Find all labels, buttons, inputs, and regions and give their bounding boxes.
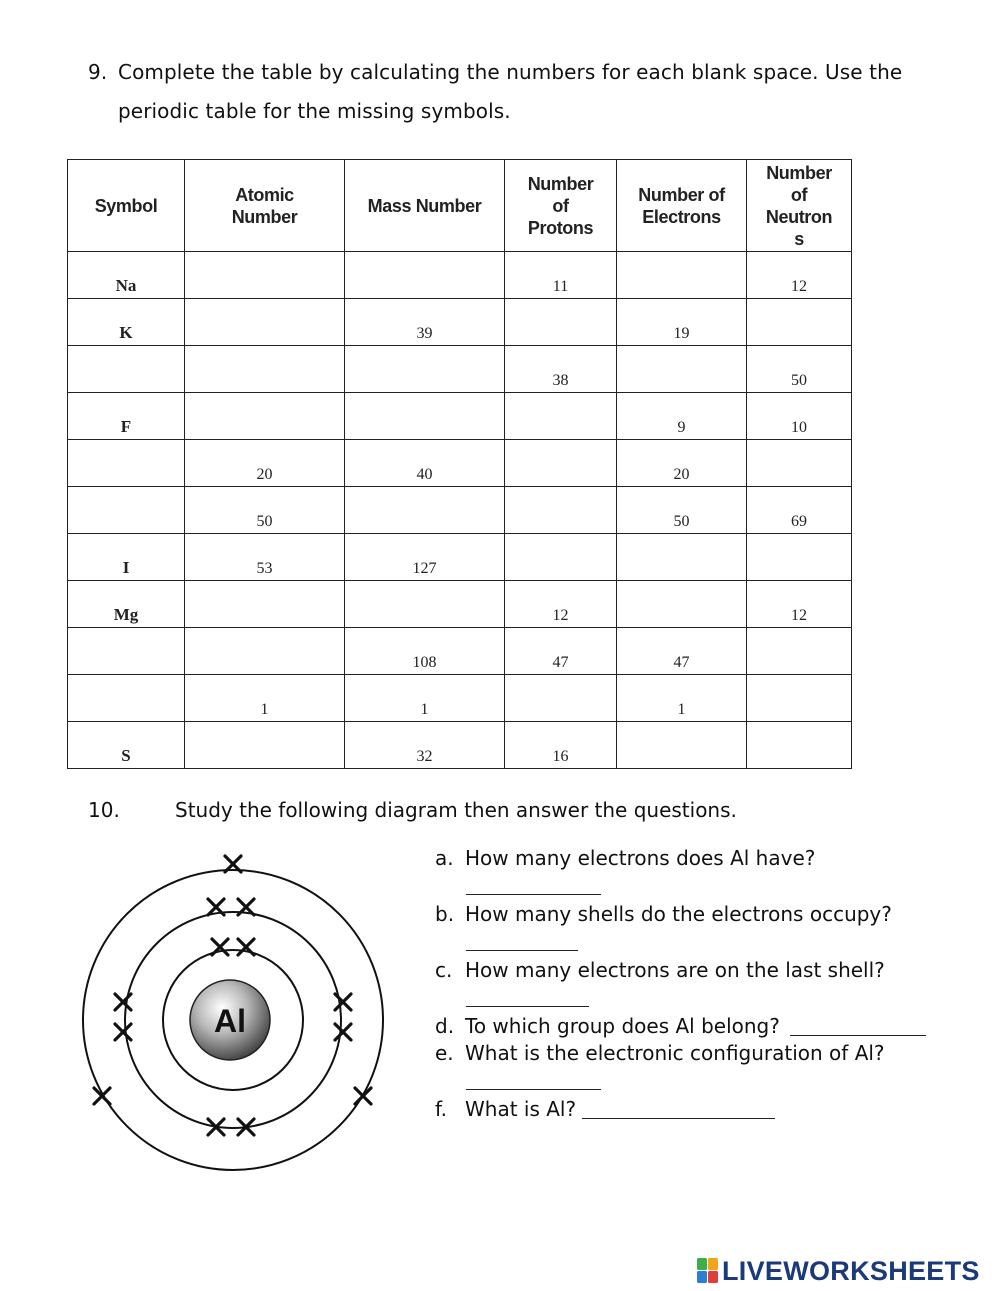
value-cell: 108 xyxy=(345,628,505,675)
value-cell[interactable] xyxy=(185,393,345,440)
header-neutrons: Number of Neutron s xyxy=(747,160,852,252)
value-cell: 39 xyxy=(345,299,505,346)
question-f-text: What is Al? xyxy=(465,1097,577,1121)
value-cell: 11 xyxy=(505,252,617,299)
symbol-cell: S xyxy=(68,722,185,769)
answer-c-blank[interactable] xyxy=(466,1006,589,1007)
symbol-cell[interactable] xyxy=(68,675,185,722)
value-cell[interactable] xyxy=(505,393,617,440)
value-cell[interactable] xyxy=(617,581,747,628)
value-cell: 16 xyxy=(505,722,617,769)
value-cell[interactable] xyxy=(747,534,852,581)
value-cell: 32 xyxy=(345,722,505,769)
question-10-number: 10. xyxy=(88,798,120,822)
value-cell: 50 xyxy=(185,487,345,534)
header-symbol: Symbol xyxy=(68,160,185,252)
value-cell[interactable] xyxy=(747,299,852,346)
value-cell[interactable] xyxy=(747,440,852,487)
question-e-text: What is the electronic configuration of Al? xyxy=(465,1041,885,1065)
value-cell[interactable] xyxy=(617,346,747,393)
value-cell[interactable] xyxy=(505,534,617,581)
electron-marker xyxy=(355,1088,371,1104)
symbol-cell[interactable] xyxy=(68,487,185,534)
question-b-text: How many shells do the electrons occupy? xyxy=(465,902,892,926)
symbol-cell: I xyxy=(68,534,185,581)
value-cell[interactable] xyxy=(505,487,617,534)
value-cell: 20 xyxy=(617,440,747,487)
value-cell[interactable] xyxy=(617,534,747,581)
value-cell[interactable] xyxy=(345,393,505,440)
value-cell[interactable] xyxy=(345,487,505,534)
value-cell[interactable] xyxy=(505,440,617,487)
table-header-row xyxy=(68,160,852,252)
electron-marker xyxy=(335,994,351,1010)
value-cell[interactable] xyxy=(345,346,505,393)
table-row xyxy=(68,487,852,534)
value-cell[interactable] xyxy=(747,628,852,675)
value-cell[interactable] xyxy=(505,299,617,346)
value-cell: 69 xyxy=(747,487,852,534)
symbol-cell[interactable] xyxy=(68,346,185,393)
bohr-diagram xyxy=(78,850,388,1180)
question-9-text-line2: periodic table for the missing symbols. xyxy=(118,99,511,123)
table-row xyxy=(68,628,852,675)
atom-table xyxy=(67,159,852,769)
header-mass-number: Mass Number xyxy=(345,160,505,252)
table-row xyxy=(68,722,852,769)
electron-marker xyxy=(115,1024,131,1040)
value-cell: 47 xyxy=(617,628,747,675)
table-row xyxy=(68,534,852,581)
value-cell[interactable] xyxy=(617,252,747,299)
question-9-number: 9. xyxy=(88,60,108,84)
value-cell: 10 xyxy=(747,393,852,440)
value-cell: 127 xyxy=(345,534,505,581)
header-electrons: Number of Electrons xyxy=(617,160,747,252)
value-cell: 50 xyxy=(617,487,747,534)
value-cell[interactable] xyxy=(185,299,345,346)
table-row xyxy=(68,581,852,628)
table-row xyxy=(68,252,852,299)
table-row xyxy=(68,440,852,487)
value-cell: 40 xyxy=(345,440,505,487)
answer-d-blank[interactable] xyxy=(790,1035,926,1036)
value-cell: 53 xyxy=(185,534,345,581)
value-cell: 1 xyxy=(185,675,345,722)
answer-a-blank[interactable] xyxy=(466,894,601,895)
value-cell: 1 xyxy=(617,675,747,722)
table-row xyxy=(68,299,852,346)
table-row xyxy=(68,346,852,393)
answer-e-blank[interactable] xyxy=(466,1089,601,1090)
symbol-cell: F xyxy=(68,393,185,440)
value-cell[interactable] xyxy=(185,581,345,628)
value-cell: 50 xyxy=(747,346,852,393)
logo-text: LIVEWORKSHEETS xyxy=(722,1255,980,1286)
value-cell: 38 xyxy=(505,346,617,393)
value-cell[interactable] xyxy=(617,722,747,769)
symbol-cell[interactable] xyxy=(68,628,185,675)
header-atomic-number: Atomic Number xyxy=(185,160,345,252)
electron-marker xyxy=(238,939,254,955)
value-cell: 12 xyxy=(505,581,617,628)
table-row xyxy=(68,393,852,440)
question-9-text-line1: Complete the table by calculating the numbers for each blank space. Use the xyxy=(118,60,903,84)
value-cell: 19 xyxy=(617,299,747,346)
logo-icon xyxy=(697,1258,719,1284)
value-cell: 12 xyxy=(747,581,852,628)
question-d-letter: d. xyxy=(435,1014,455,1038)
value-cell[interactable] xyxy=(185,346,345,393)
value-cell: 20 xyxy=(185,440,345,487)
value-cell: 47 xyxy=(505,628,617,675)
value-cell[interactable] xyxy=(747,675,852,722)
value-cell[interactable] xyxy=(505,675,617,722)
value-cell[interactable] xyxy=(747,722,852,769)
question-e-letter: e. xyxy=(435,1041,454,1065)
answer-b-blank[interactable] xyxy=(466,950,578,951)
value-cell[interactable] xyxy=(185,722,345,769)
electron-marker xyxy=(335,1024,351,1040)
symbol-cell: K xyxy=(68,299,185,346)
symbol-cell: Mg xyxy=(68,581,185,628)
electron-marker xyxy=(212,939,228,955)
value-cell: 9 xyxy=(617,393,747,440)
question-c-letter: c. xyxy=(435,958,453,982)
value-cell[interactable] xyxy=(345,581,505,628)
table-row xyxy=(68,675,852,722)
question-b-letter: b. xyxy=(435,902,455,926)
question-a-letter: a. xyxy=(435,846,454,870)
value-cell[interactable] xyxy=(185,628,345,675)
nucleus-label: Al xyxy=(214,1003,246,1039)
value-cell: 12 xyxy=(747,252,852,299)
question-f-letter: f. xyxy=(435,1097,447,1121)
value-cell[interactable] xyxy=(185,252,345,299)
question-d-text: To which group does Al belong? xyxy=(465,1014,780,1038)
value-cell[interactable] xyxy=(345,252,505,299)
question-10-text: Study the following diagram then answer the questions. xyxy=(175,798,737,822)
header-protons: Number of Protons xyxy=(505,160,617,252)
electron-marker xyxy=(94,1088,110,1104)
symbol-cell[interactable] xyxy=(68,440,185,487)
electron-marker xyxy=(115,994,131,1010)
question-a-text: How many electrons does Al have? xyxy=(465,846,816,870)
question-c-text: How many electrons are on the last shell? xyxy=(465,958,885,982)
answer-f-blank[interactable] xyxy=(582,1118,775,1119)
symbol-cell: Na xyxy=(68,252,185,299)
liveworksheets-logo[interactable] xyxy=(697,1256,980,1286)
value-cell: 1 xyxy=(345,675,505,722)
